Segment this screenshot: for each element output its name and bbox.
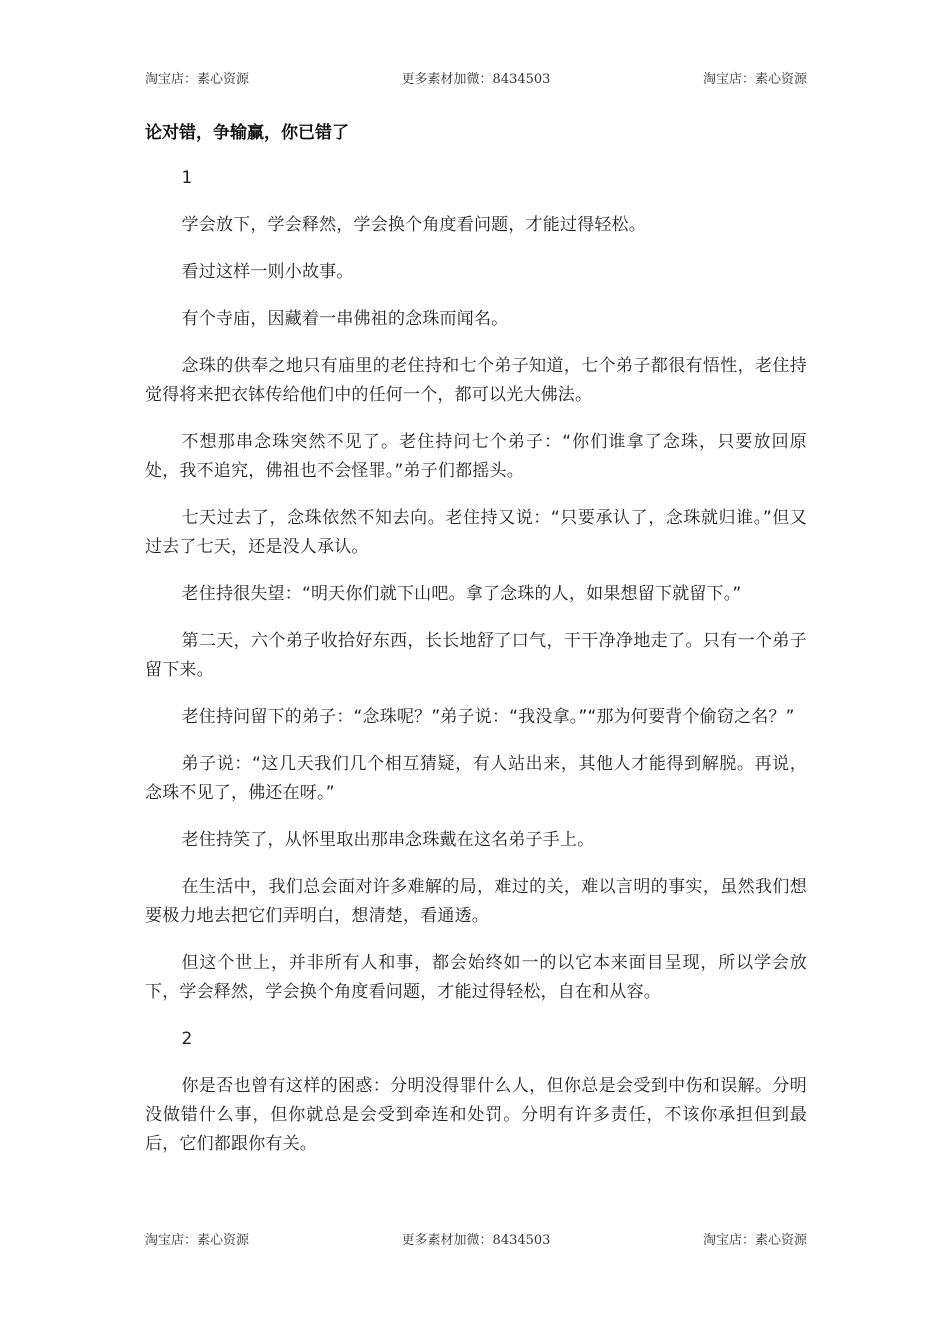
paragraph: 弟子说：“这几天我们几个相互猜疑，有人站出来，其他人才能得到解脱。再说，念珠不见了，佛还在呀。” xyxy=(145,754,807,803)
header-shop-right: 淘宝店：素心资源 xyxy=(702,72,807,87)
section-number-2: 2 xyxy=(181,1029,193,1049)
footer-contact: 更多素材加微：8434503 xyxy=(401,1233,551,1248)
page-footer xyxy=(145,1229,807,1249)
paragraph: 七天过去了，念珠依然不知去向。老住持又说：“只要承认了，念珠就归谁。”但又过去了七天，还是没人承认。 xyxy=(145,508,807,557)
header-contact: 更多素材加微：8434503 xyxy=(401,72,551,87)
article-title: 论对错，争输赢，你已错了 xyxy=(145,123,349,143)
paragraph: 有个寺庙，因藏着一串佛祖的念珠而闻名。 xyxy=(181,309,509,329)
paragraph: 老住持很失望：“明天你们就下山吧。拿了念珠的人，如果想留下就留下。” xyxy=(181,584,742,604)
paragraph: 不想那串念珠突然不见了。老住持问七个弟子：“你们谁拿了念珠，只要放回原处，我不追究，佛祖也不会怪罪。”弟子们都摇头。 xyxy=(145,432,807,481)
paragraph: 学会放下，学会释然，学会换个角度看问题，才能过得轻松。 xyxy=(181,215,646,235)
paragraph: 你是否也曾有这样的困惑：分明没得罪什么人，但你总是会受到中伤和误解。分明没做错什么事，但你就总是会受到牵连和处罚。分明有许多责任，不该你承担但到最后，它们都跟你有关。 xyxy=(145,1076,807,1154)
paragraph: 第二天，六个弟子收拾好东西，长长地舒了口气，干干净净地走了。只有一个弟子留下来。 xyxy=(145,631,807,680)
footer-shop-right: 淘宝店：素心资源 xyxy=(702,1233,807,1248)
article-body xyxy=(145,164,807,1177)
paragraph: 在生活中，我们总会面对许多难解的局，难过的关，难以言明的事实，虽然我们想要极力地去把它们弄明白，想清楚，看通透。 xyxy=(145,877,807,926)
header-shop-left: 淘宝店：素心资源 xyxy=(145,72,250,87)
section-number-1: 1 xyxy=(181,168,193,188)
paragraph: 看过这样一则小故事。 xyxy=(181,262,354,282)
footer-shop-left: 淘宝店：素心资源 xyxy=(145,1233,250,1248)
paragraph: 念珠的供奉之地只有庙里的老住持和七个弟子知道，七个弟子都很有悟性，老住持觉得将来把衣钵传给他们中的任何一个，都可以光大佛法。 xyxy=(145,356,807,405)
paragraph: 老住持笑了，从怀里取出那串念珠戴在这名弟子手上。 xyxy=(181,830,595,850)
page-header xyxy=(145,68,807,88)
paragraph: 但这个世上，并非所有人和事，都会始终如一的以它本来面目呈现，所以学会放下，学会释然，学会换个角度看问题，才能过得轻松，自在和从容。 xyxy=(145,953,807,1002)
paragraph: 老住持问留下的弟子：“念珠呢？”弟子说：“我没拿。”“那为何要背个偷窃之名？” xyxy=(181,707,795,727)
